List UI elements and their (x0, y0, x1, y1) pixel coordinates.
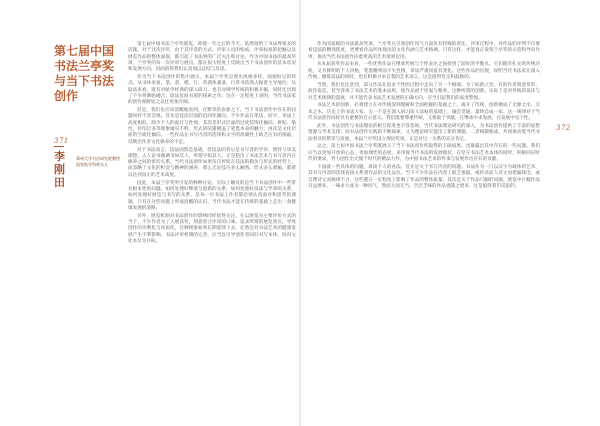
title-line: 与当下书法 (54, 74, 115, 88)
page-number-left: 371 (54, 137, 69, 145)
affiliation-line: 郑州大学书法研究院教授 (76, 156, 120, 161)
author-affiliation (76, 156, 124, 168)
body-paragraph: 从本届获奖作品来看，一些优秀作品在继承传统与个性表达之间找到了较好的平衡点。它们既有扎实的传统功底，又有鲜明的个人风格，笔墨精到而不失性情，章法严谨而富有变化。这些作品的出现，说明当代书法家在深入传统、锤炼技法的同时，也在积极寻求自我的艺术语言，这是值得肯定和鼓励的。 (308, 62, 540, 81)
body-paragraph: 因此，本届兰亭奖所引发的种种讨论，实际上触及的是当下书法创作中一些带有根本性的问题。如何处理好继承与创新的关系，如何处理好技法与学养的关系，如何处理好展览与书写的关系，是每一位书法工作者都必须认真面对和思考的课题。只有在这些问题上形成清醒的认识，当代书法才能在传统的基础上走出一条健康发展的道路。 (128, 180, 296, 211)
author-name-char: 李 (54, 150, 65, 163)
right-text-column (308, 42, 540, 192)
body-paragraph: 当然，我们也注意到，部分作品在追求个性的过程中走向了另一个极端。为了标新立异，有的作者刻意变形、故作姿态，甚至背离了书法艺术的基本法则，使作品流于怪诞与粗率。这种所谓的创新，实际上是对传统的误读与对艺术规律的漠视，并不能代表书法艺术发展的正确方向，应当引起我们的高度警惕。 (308, 82, 540, 101)
author-name-char: 田 (54, 176, 65, 189)
body-paragraph: 作为当下书法创作的集中展示，本届兰亭奖呈现出风格多样、面貌纷呈的特点。从书体来看，篆、隶、楷、行、草诸体兼备，行草书依然占据着主导地位；从取法来看，既有对帖学经典的深入研习，也有对碑学传统的积极开掘，同时还出现了不少将碑帖融合、取法民间书迹的探索之作。这在一定程度上表明，当代书法家的创作视野较之以往更加开阔。 (128, 75, 296, 106)
body-paragraph: 第七届中国书法兰亭奖展览，即使一年之后的今天，依然留给了书法界很多的话题。对于这次评奖，由于其评选的方式、评审人员的构成、评审标准的把握以及展览作品的整体面貌，都引起了书法界的广泛关注和讨论。作为中国书法的最高奖项，兰亭奖的每一次评审与展出，都在很大程度上反映出当下书法创作的基本状况和发展方向，因而值得我们认真加以总结与反思。 (128, 42, 296, 73)
page-number-right: 372 (556, 124, 571, 132)
affiliation-line: 国家级学科带头人 (76, 162, 108, 167)
body-paragraph: 但是，我们也应该清醒地看到，在繁荣的表象之下，当下书法创作中存在的问题同样不容忽视。首先是技法层面的趋同化倾向。不少作品在笔法、结字、章法上高度相似，缺少个人的面目与性情；其次是形式层面的过度装饰化倾向。拼贴、染色、钤印过多等现象屡见不鲜，形式的喧嚣掩盖了笔墨本身的魅力；再次是文化层面的空疏化倾向。一些作品在书写内容的选择和文字的准确性上缺乏应有的推敲，反映出作者文化修养的不足。 (128, 108, 296, 145)
page-fold (299, 0, 301, 426)
body-paragraph: 作为国家级的书法最高奖项，兰亭奖在引领创作风气方面负有特殊的责任。评审过程中，对作品的评判不仅要看技法的精熟程度，更要看作品所体现出的文化内涵与艺术格调。只有这样，才能真正发挥兰亭奖的示范和导向作用，推动当代书法创作向着更高的艺术境界迈进。 (308, 42, 540, 60)
left-text-column (128, 42, 296, 247)
body-paragraph: 书法艺术的创新，必须建立在对传统深刻理解和全面把握的基础之上。离开了传统，创新便成了无源之水、无本之木。历史上的书法大家，无一不是在深入研习前人法帖的基础上，融会贯通，最终自成一家。这一规律对于当代书法创作同样具有重要的启示意义。我们既要尊重传统，又要敢于突破，在继承中求发展，在发展中见个性。 (308, 103, 540, 122)
divider (54, 146, 64, 147)
body-paragraph: 另外，展览机制对书法创作的影响同样值得关注。在以展览为主要评价方式的当下，不少作者为了入展获奖，刻意迎合评审的口味，追求所谓的展览效应，导致创作的功利化与同质化。这种现象如果长期延续下去，必然会对书法艺术的健康发展产生不利影响。书法评审机制的完善，应当以引导创作者回归书写本体、回归文化本位为目标。 (128, 213, 296, 244)
body-paragraph: 此外，书法创作与书法理论的相互促进也不容忽视。当代书法理论研究的深入，为书法创作提供了丰富的思想资源与学术支撑；而书法创作实践的不断探索，又为理论研究提出了新的课题。二者相辅相成，共同推动着当代书法事业的繁荣与发展。本届兰亭奖设立理论奖项，正是对这一关系的充分肯定。 (308, 123, 540, 142)
author-name (54, 150, 74, 189)
body-paragraph: 对于书法而言，技法固然是基础，但技法的背后是书写者的学养、情怀与审美理想。古人论书强调书如其人，所谓字如其人，正是指出了书法艺术与书写者内在修养之间的密切关系。当代书法创作如果仅仅停留在技法的模仿与形式的经营上，而忽略了文化的积淀与精神的涵养，那么无论技巧多么娴熟、形式多么新颖，都难以达到真正的艺术高度。 (128, 147, 296, 178)
article-title (54, 44, 114, 104)
title-line: 书法兰亭奖 (54, 59, 115, 73)
title-line: 创作 (54, 89, 79, 103)
title-line: 第七届中国 (54, 44, 115, 58)
author-name-char: 刚 (54, 163, 65, 176)
body-paragraph: 总之，第七届中国书法兰亭奖既展示了当下书法创作所取得的丰硕成果，也暴露出其中存在的一些问题。我们应当以更加开放的心态、更加理性的态度，来审视当代书法的发展现状，在坚守书法艺术本体的同时，积极回应时代的要求，努力创作出无愧于时代的精品力作，为中国书法艺术的传承与发展作出应有的贡献。 (308, 144, 540, 163)
body-paragraph: 下面就一些具体的问题，谈谈个人的看法。首先是关于书写内容的问题。书法作为一门以汉字为载体的艺术，其书写内容的选择直接关系到作品的文化品位。当下不少作品在内容上缺乏推敲，或抄录前人诗文而错漏频出，或自撰诗文而格律不合，这些都在一定程度上影响了作品的整体质量。其次是关于作品尺幅的问题。展览中巨幅作品日益增多，一味求大成为一种风气，然而大而无当、空泛乏味的作品也随之增多，这是值得我们反思的。 (308, 164, 540, 189)
